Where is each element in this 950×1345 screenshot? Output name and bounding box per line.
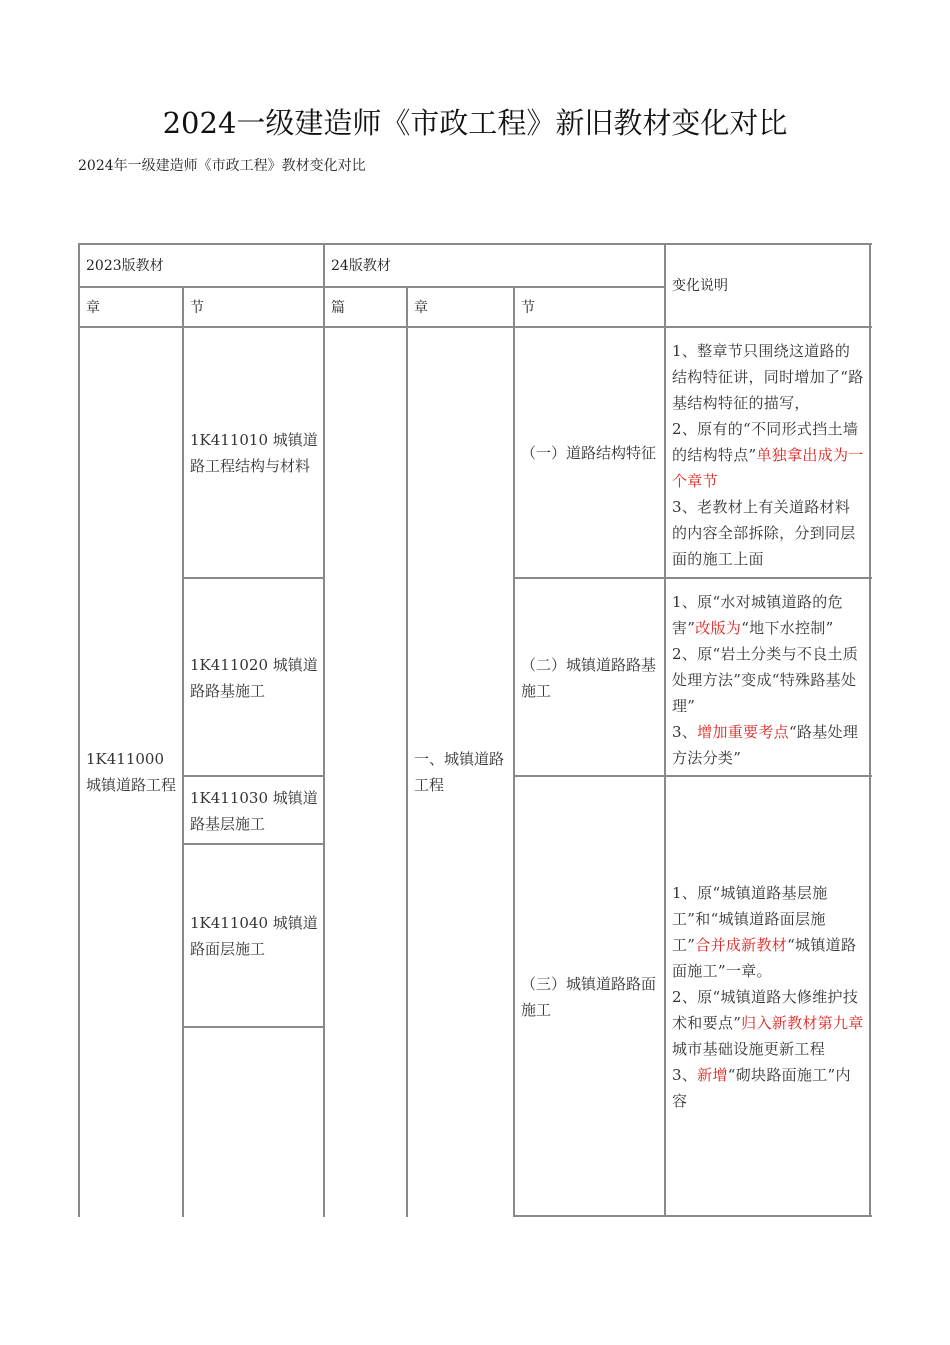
table-border-right xyxy=(869,243,871,1217)
note-2-point-2: 2、原“岩土分类与不良土质处理方法”变成“特殊路基处理” xyxy=(672,645,859,715)
grid-line xyxy=(182,286,184,1217)
old-section-1: 1K411010 城镇道路工程结构与材料 xyxy=(190,431,318,475)
page-title: 2024一级建造师《市政工程》新旧教材变化对比 xyxy=(162,106,788,140)
grid-line xyxy=(664,243,666,1217)
new-section-1: （一）道路结构特征 xyxy=(521,444,657,462)
grid-line xyxy=(182,577,325,579)
header-change-note: 变化说明 xyxy=(672,278,728,294)
note-highlight: 增加重要考点 xyxy=(697,723,789,741)
grid-line xyxy=(78,286,666,288)
table-border-left xyxy=(78,243,80,1217)
grid-line xyxy=(78,326,872,328)
note-3-point-1: 1、原“城镇道路基层施工”和“城镇道路面层施工”合并成新教材“城镇道路面施工”一章。 xyxy=(672,883,857,980)
grid-line xyxy=(513,286,515,1217)
table-border-top xyxy=(78,243,872,245)
note-highlight: 归入新教材第九章 xyxy=(741,1013,864,1032)
note-1-point-2: 2、原有的“不同形式挡土墙的结构特点”单独拿出成为一个章节 xyxy=(672,420,864,490)
header-new-edition: 24版教材 xyxy=(331,258,391,274)
note-highlight: 新增 xyxy=(697,1065,728,1084)
old-chapter-cell: 1K411000 城镇道路工程 xyxy=(86,750,177,794)
change-note-2 xyxy=(666,579,870,776)
note-1-point-1: 1、整章节只围绕这道路的结构特征讲，同时增加了“路基结构特征的描写， xyxy=(672,342,864,412)
grid-line xyxy=(182,843,325,845)
subtitle: 2024年一级建造师《市政工程》教材变化对比 xyxy=(78,158,366,174)
grid-line xyxy=(406,286,408,1217)
new-section-2: （二）城镇道路路基施工 xyxy=(521,655,657,700)
header-old-chapter: 章 xyxy=(86,299,100,316)
note-2-point-3: 3、增加重要考点“路基处理方法分类” xyxy=(672,723,859,767)
change-note-3 xyxy=(666,777,870,1216)
note-highlight: 改版为 xyxy=(695,619,742,637)
note-3-point-2: 2、原“城镇道路大修维护技术和要点”归入新教材第九章城市基础设施更新工程 xyxy=(672,987,864,1058)
note-highlight: 合并成新教材 xyxy=(695,935,788,954)
new-part-cell xyxy=(325,328,407,1216)
header-old-edition: 2023版教材 xyxy=(86,258,164,274)
change-note-1 xyxy=(666,328,870,578)
note-3-point-3: 3、新增“砌块路面施工”内容 xyxy=(672,1065,851,1110)
header-new-part: 篇 xyxy=(331,299,345,316)
grid-line xyxy=(182,1026,325,1028)
grid-line xyxy=(513,577,872,579)
note-highlight: 单独拿出成为一个章节 xyxy=(672,446,864,490)
grid-line xyxy=(513,775,872,777)
grid-line xyxy=(513,1215,872,1217)
old-section-4: 1K411040 城镇道路面层施工 xyxy=(190,914,318,958)
old-section-2: 1K411020 城镇道路路基施工 xyxy=(190,655,318,700)
header-new-section: 节 xyxy=(521,299,535,316)
note-1-point-3: 3、老教材上有关道路材料的内容全部拆除，分到同层面的施工上面 xyxy=(672,498,856,568)
header-new-chapter: 章 xyxy=(414,299,428,316)
header-old-section: 节 xyxy=(190,299,204,316)
grid-line xyxy=(323,243,325,1217)
old-section-empty xyxy=(184,1028,324,1216)
new-section-3: （三）城镇道路路面施工 xyxy=(521,974,657,1019)
grid-line xyxy=(182,775,325,777)
old-section-3: 1K411030 城镇道路基层施工 xyxy=(190,788,318,833)
note-2-point-1: 1、原“水对城镇道路的危害”改版为“地下水控制” xyxy=(672,593,843,637)
new-chapter-cell: 一、城镇道路工程 xyxy=(414,750,505,794)
